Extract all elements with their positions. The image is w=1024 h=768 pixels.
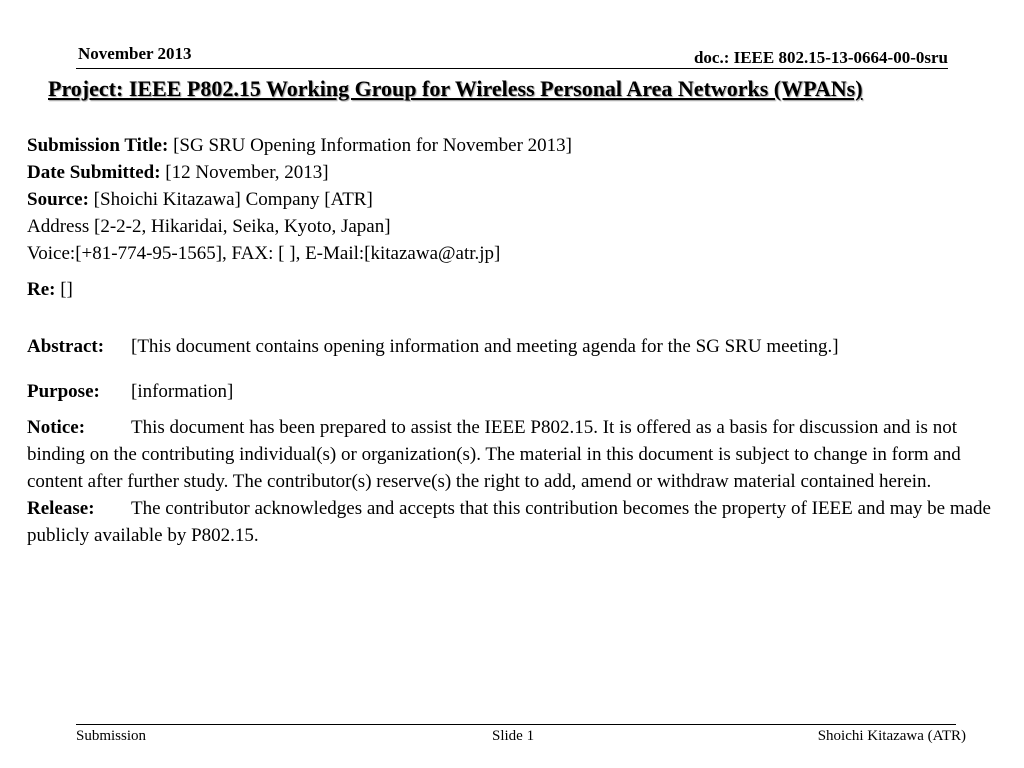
source-label: Source: — [27, 189, 89, 210]
notice-value: This document has been prepared to assist the IEEE P802.15. It is offered as a basis for discussion and is not binding on the contributing individual(s) or organization(s). The material in this document is subject to change in form and content after further study. The contributor(s) reserve(s) the right to add, amend or withdraw material contained herein. — [27, 417, 961, 492]
release-paragraph — [27, 495, 1017, 549]
header-date: November 2013 — [78, 44, 192, 63]
purpose-line — [27, 378, 1017, 405]
footer-submission: Submission — [76, 728, 147, 744]
date-submitted-value: [12 November, 2013] — [165, 162, 329, 183]
abstract-value: [This document contains opening information and meeting agenda for the SG SRU meeting.] — [131, 336, 839, 357]
date-submitted-line — [27, 159, 1017, 186]
abstract-label: Abstract: — [27, 336, 105, 357]
submission-title-label: Submission Title: — [27, 135, 169, 156]
notice-label: Notice: — [27, 417, 86, 438]
notice-paragraph — [27, 414, 1017, 495]
submission-title-line — [27, 132, 1017, 159]
submission-title-value: [SG SRU Opening Information for November 2013] — [173, 135, 573, 156]
header-divider — [76, 68, 948, 69]
voice-line: Voice:[+81-774-95-1565], FAX: [ ], E-Mail:[kitazawa@atr.jp] — [27, 243, 501, 264]
purpose-label: Purpose: — [27, 381, 100, 402]
re-label: Re: — [27, 279, 56, 300]
release-label: Release: — [27, 498, 95, 519]
project-title: Project: IEEE P802.15 Working Group for Wireless Personal Area Networks (WPANs) — [48, 76, 863, 101]
abstract-line — [27, 333, 1017, 360]
date-submitted-label: Date Submitted: — [27, 162, 161, 183]
address-line: Address [2-2-2, Hikaridai, Seika, Kyoto, Japan] — [27, 216, 391, 237]
re-value: [] — [60, 279, 73, 300]
footer-author: Shoichi Kitazawa (ATR) — [817, 728, 966, 744]
purpose-value: [information] — [131, 381, 234, 402]
release-value: The contributor acknowledges and accepts that this contribution becomes the property of IEEE and may be made publicly available by P802.15. — [27, 498, 991, 546]
source-value: [Shoichi Kitazawa] Company [ATR] — [93, 189, 373, 210]
header-doc-id: doc.: IEEE 802.15-13-0664-00-0sru — [693, 48, 948, 67]
footer-divider — [76, 724, 956, 725]
footer-slide-number: Slide 1 — [492, 728, 535, 744]
re-line — [27, 276, 1017, 303]
submission-body — [27, 132, 1017, 549]
source-line — [27, 186, 1017, 213]
